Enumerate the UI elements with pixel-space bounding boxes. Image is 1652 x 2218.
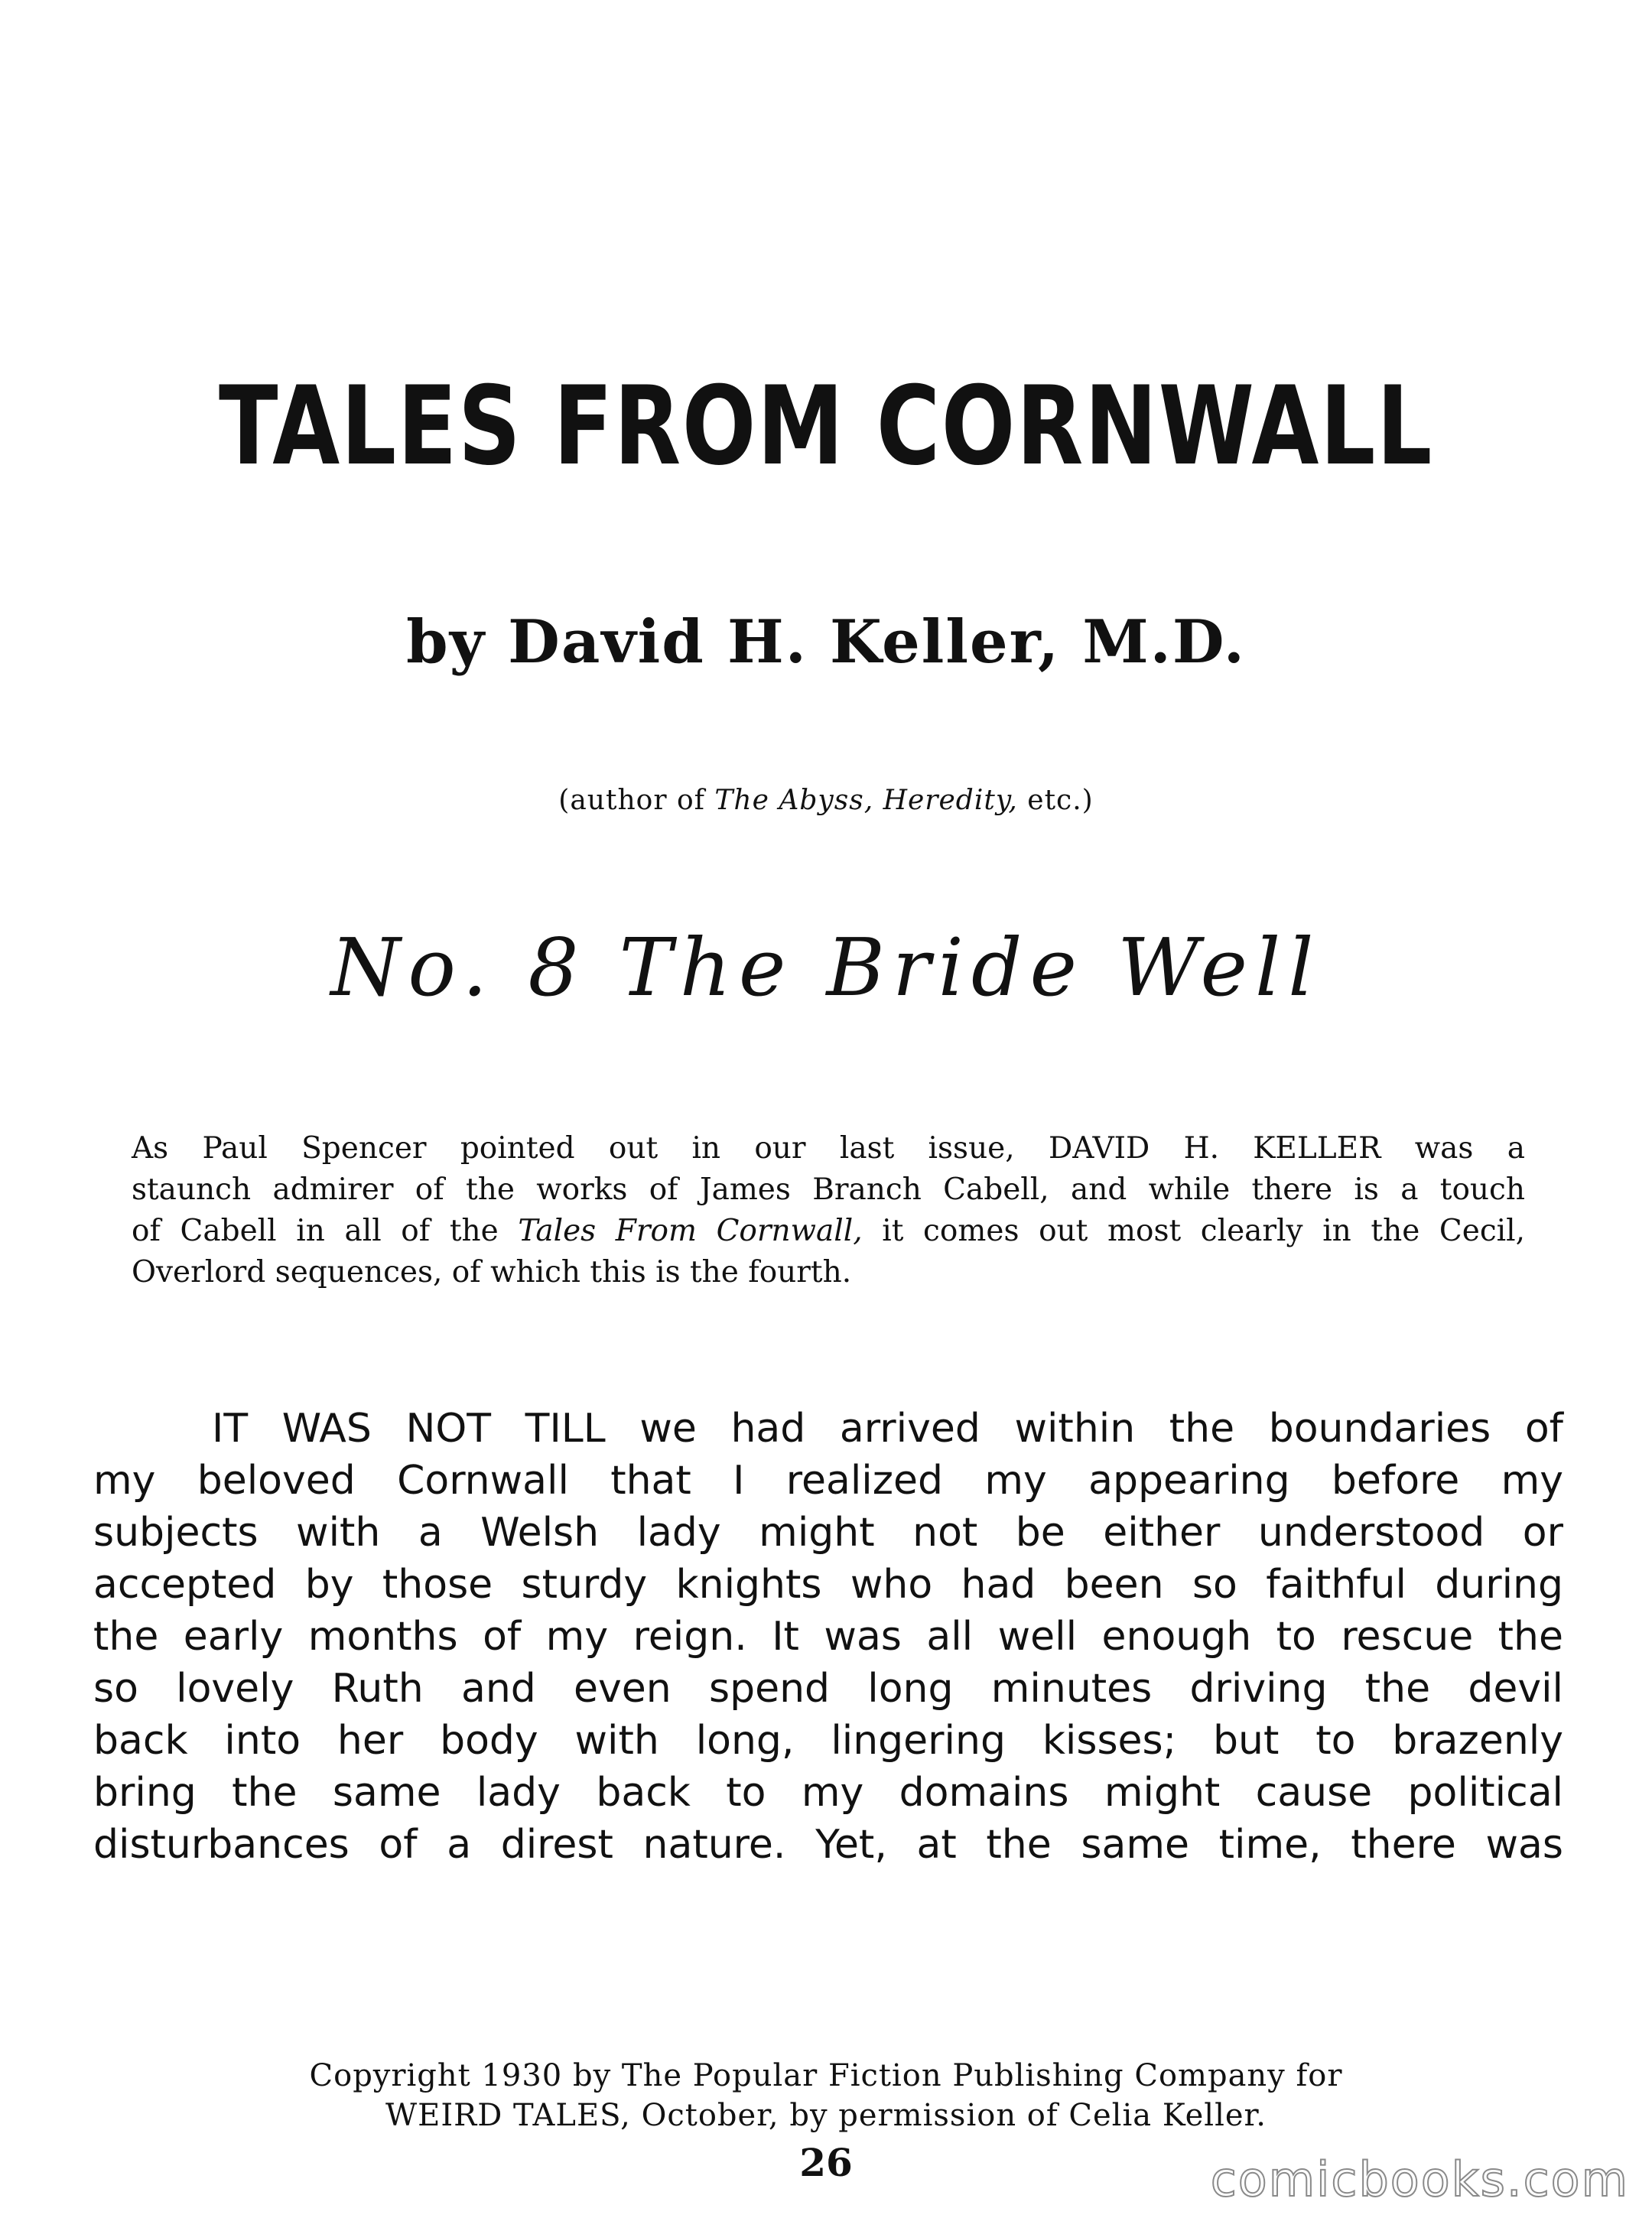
copyright-line: Copyright 1930 by The Popular Fiction Publishing Company for [309,2058,1343,2093]
credits-prefix: (author of [558,785,715,816]
story-subtitle: No. 8 The Bride Well [330,921,1322,1014]
intro-line: Overlord sequences, of which this is the fourth. [132,1255,852,1289]
copyright-notice [0,2056,1652,2135]
intro-line: staunch admirer of the works of James Branch Cabell, and while there is a touch [132,1172,1525,1207]
body-line: my beloved Cornwall that I realized my appearing before my [93,1458,1563,1504]
body-line: so lovely Ruth and even spend long minutes driving the devil [93,1666,1563,1712]
body-line: back into her body with long, lingering kisses; but to brazenly [93,1718,1563,1764]
body-line: the early months of my reign. It was all well enough to rescue the [93,1614,1563,1660]
intro-line-head: of Cabell in all of the [132,1214,519,1248]
site-watermark: comicbooks.com [1210,2151,1629,2207]
copyright-line: WEIRD TALES, October, by permission of Celia Keller. [385,2098,1267,2133]
page-number: 26 [799,2140,853,2185]
story-series-title: TALES FROM CORNWALL [219,363,1433,489]
intro-line-tail: it comes out most clearly in the Cecil, [862,1214,1526,1248]
author-byline: by David H. Keller, M.D. [406,607,1246,677]
intro-italic-title: Tales From Cornwall, [518,1214,863,1248]
author-credits [0,782,1652,820]
intro-line: As Paul Spencer pointed out in our last issue, DAVID H. KELLER was a [132,1131,1525,1166]
editorial-intro [132,1128,1525,1293]
body-line: IT WAS NOT TILL we had arrived within the boundaries of [212,1406,1563,1452]
story-body [93,1403,1563,1871]
credits-suffix: etc.) [1017,785,1094,816]
body-line: accepted by those sturdy knights who had been so faithful during [93,1562,1563,1608]
body-line: disturbances of a direst nature. Yet, at the same time, there was [93,1822,1563,1868]
body-line: subjects with a Welsh lady might not be either understood or [93,1510,1563,1556]
credits-works: The Abyss, Heredity, [714,785,1018,816]
body-line: bring the same lady back to my domains might cause political [93,1770,1563,1816]
intro-line [132,1211,1525,1252]
